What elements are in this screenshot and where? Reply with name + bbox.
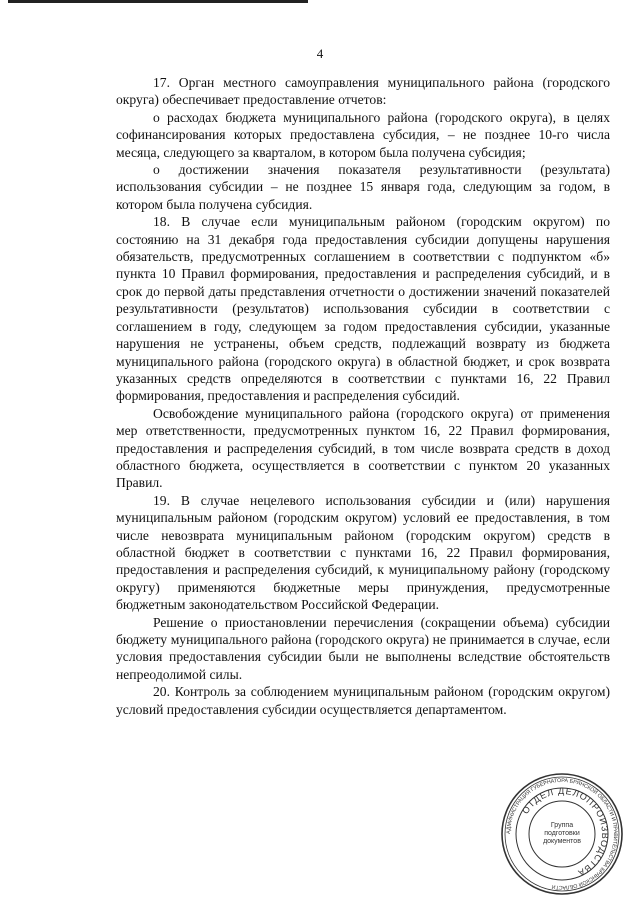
document-body [116,74,610,718]
paragraph-18: 18. В случае если муниципальным районом (городским округом) по состоянию на 31 декабря года предоставления субсидии допущены нарушения обязательств, предусмотренных соглашением в соответствии с подпунктом «б» пункта 10 Правил формирования, предоставления и распределения субсидий, и в срок до первой даты представления отчетности о достижении значений показателей результативности (результатов) использования субсидии в соответствии с соглашением в году, следующем за годом предоставления субсидии, указанные нарушения не устранены, объем средств, подлежащий возврату из бюджета муниципального района (городского округа) в областной бюджет, и срок возврата указанных средств определяются в соответствии с пунктами 16, 22 Правил формирования, предоставления и распределения субсидий. [116,214,610,404]
paragraph-17-results: о достижении значения показателя результативности (результата) использования субсидии – не позднее 15 января года, следующим за годом, в котором была получена субсидия. [116,162,610,212]
stamp-inner-ring-text: ОТДЕЛ ДЕЛОПРОИЗВОДСТВА [520,785,611,879]
paragraph-19: 19. В случае нецелевого использования субсидии и (или) нарушения муниципальным районом (городским округом) условий ее предоставления, в том числе невозврата муниципальным районом (городским округом) средств в областной бюджет в соответствии с пунктами 16, 22 Правил формирования, предоставления и распределения субсидий, к муниципальному району (городскому округу) применяются бюджетные меры принуждения, предусмотренные бюджетным законодательством Российской Федерации. [116,492,610,613]
paragraph-19-suspension: Решение о приостановлении перечисления (сокращении объема) субсидии бюджету муниципального района (городского округа) не принимается в случае, если условия предоставления субсидии были не выполнены вследствие обстоятельств непреодолимой силы. [116,614,610,682]
page-number: 4 [316,46,324,61]
paragraph-20: 20. Контроль за соблюдением муниципальным районом (городским округом) условий предоставления субсидии осуществляется департаментом. [116,684,610,717]
office-stamp [500,772,624,896]
stamp-center-line-1: Группа [550,822,574,829]
stamp-outer-ring-text: АДМИНИСТРАЦИЯ ГУБЕРНАТОРА БРЯНСКОЙ ОБЛАСТИ И ПРАВИТЕЛЬСТВА БРЯНСКОЙ ОБЛАСТИ [505,777,619,891]
stamp-center-line-3: документов [543,838,581,845]
paragraph-17: 17. Орган местного самоуправления муниципального района (городского округа) обеспечивает предоставление отчетов: [116,75,610,108]
stamp-center-line-2: подготовки [544,830,580,837]
stamp-center [532,804,592,864]
paragraph-17-expenses: о расходах бюджета муниципального района (городского округа), в целях софинансирования которых предоставлена субсидия, – не позднее 10-го числа месяца, следующего за кварталом, в котором была получена субсидия; [116,109,610,160]
top-rule [8,0,308,3]
paragraph-18-exemption: Освобождение муниципального района (городского округа) от применения мер ответственности, предусмотренных пунктом 16, 22 Правил формирования, предоставления и распределения субсидий, в том числе возврата средств в доход областного бюджета, осуществляется в соответствии с пунктом 20 указанных Правил. [116,405,610,491]
